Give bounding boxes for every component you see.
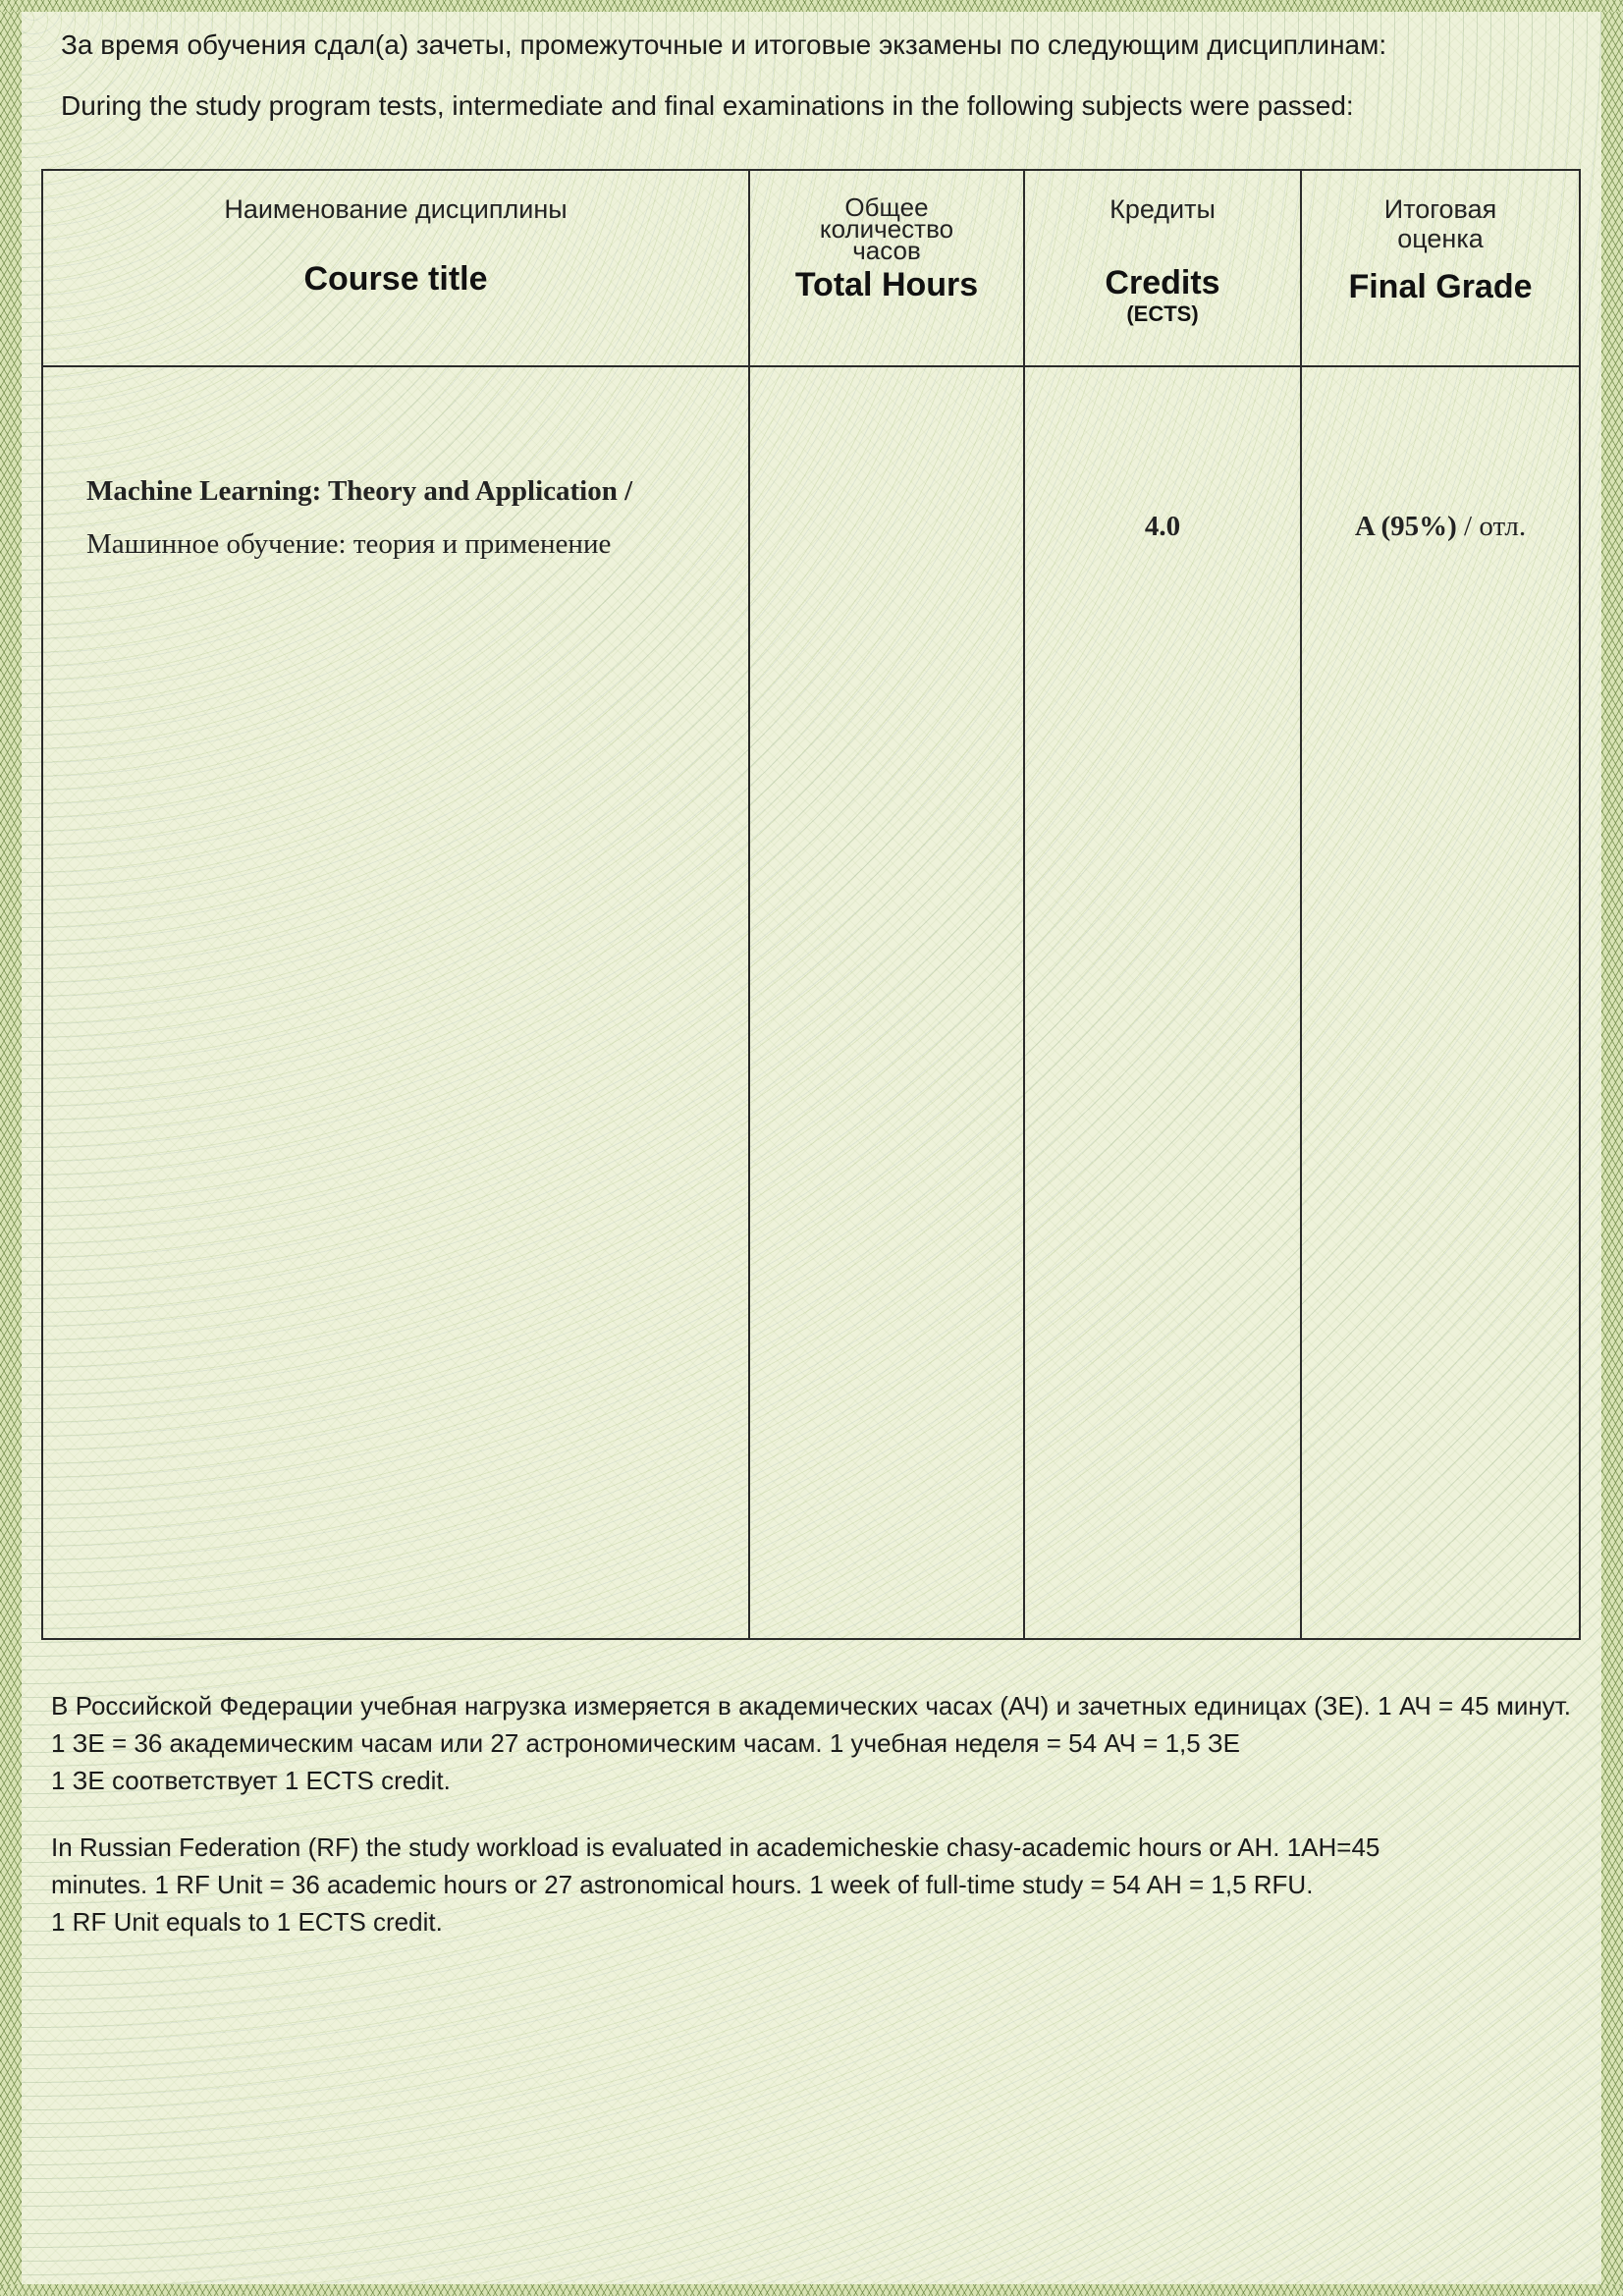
workload-note-en-line: 1 RF Unit equals to 1 ECTS credit. [51, 1907, 443, 1937]
header-credits-ru: Кредиты [1109, 194, 1216, 224]
header-final-grade-en: Final Grade [1348, 268, 1533, 305]
workload-note-en-line: minutes. 1 RF Unit = 36 academic hours or 27 astronomical hours. 1 week of full-time study = 54 AH = 1,5 RFU. [51, 1870, 1314, 1899]
workload-note-en-line: In Russian Federation (RF) the study workload is evaluated in academicheskie chasy-academic hours or AH. 1AH=45 [51, 1832, 1380, 1862]
table-header-row [42, 170, 1580, 366]
course-title-cell [42, 366, 749, 1639]
guilloche-border-bottom [0, 2284, 1623, 2296]
total-hours-cell [749, 366, 1024, 1639]
credits-value: 4.0 [1144, 511, 1181, 542]
intro-text-en: During the study program tests, intermediate and final examinations in the following subjects were passed: [61, 90, 1354, 121]
course-title-en: Machine Learning: Theory and Application / [86, 475, 633, 507]
final-grade-cell [1301, 366, 1580, 1639]
final-grade-value: A (95%) [1354, 511, 1457, 542]
table-row [42, 366, 1580, 1639]
guilloche-border-top [0, 0, 1623, 12]
intro-text-ru: За время обучения сдал(а) зачеты, промежуточные и итоговые экзамены по следующим дисциплинам: [61, 29, 1387, 60]
header-credits [1024, 170, 1301, 366]
header-final-grade-ru: Итоговая оценка [1383, 194, 1497, 253]
header-course-title-en: Course title [303, 260, 488, 298]
workload-note-ru-line: В Российской Федерации учебная нагрузка измеряется в академических часах (АЧ) и зачетных единицах (ЗЕ). 1 АЧ = 45 минут. 1 ЗЕ = 36 академическим часам или 27 астрономическим часам. 1 учебная неделя = 54 АЧ = 1,5 ЗЕ [51, 1691, 1571, 1758]
course-title-ru: Машинное обучение: теория и применение [86, 528, 612, 560]
workload-note-en [51, 1829, 1571, 1941]
final-grade-suffix: / отл. [1456, 511, 1527, 542]
header-total-hours-ru: Общее количество часов [819, 192, 954, 265]
guilloche-border-left [0, 0, 22, 2296]
credits-cell [1024, 366, 1301, 1639]
header-credits-ects: (ECTS) [1126, 301, 1199, 326]
header-final-grade [1301, 170, 1580, 366]
header-course-title-ru: Наименование дисциплины [224, 194, 568, 224]
header-credits-en: Credits [1105, 264, 1220, 301]
guilloche-border-right [1601, 0, 1623, 2296]
header-course-title [42, 170, 749, 366]
transcript-table [41, 169, 1581, 1640]
header-total-hours [749, 170, 1024, 366]
header-total-hours-en: Total Hours [794, 266, 979, 303]
workload-note-ru-line: 1 ЗЕ соответствует 1 ECTS credit. [51, 1766, 451, 1795]
workload-note-ru [51, 1687, 1571, 1799]
